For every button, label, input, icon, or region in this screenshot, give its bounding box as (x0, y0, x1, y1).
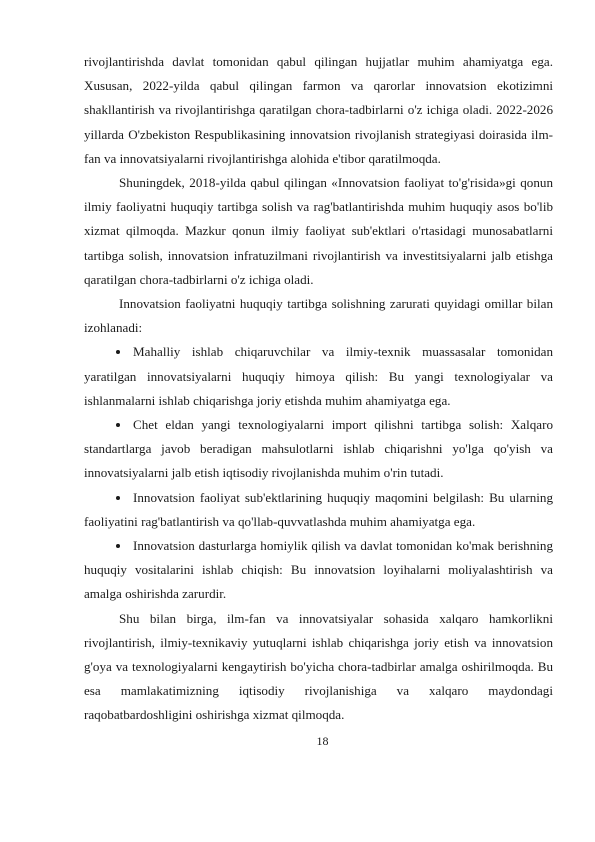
bullet-list-item (84, 534, 553, 607)
document-body (84, 50, 553, 728)
paragraph: Shu bilan birga, ilm-fan va innovatsiyalar sohasida xalqaro hamkorlikni rivojlantirish, ilmiy-texnikaviy yutuqlarni ishlab chiqarishga joriy etish va innovatsion g'oya va texnologiyalarni kengaytirish bo'yicha chora-tadbirlar amalga oshirilmoqda. Bu esa mamlakatimizning iqtisodiy rivojlanishiga va xalqaro maydondagi raqobatbardoshligini oshirishga xizmat qilmoqda. (84, 610, 553, 723)
bullet-icon (116, 496, 120, 500)
bullet-text: Chet eldan yangi texnologiyalarni import qilishni tartibga solish: Xalqaro standartlarga javob beradigan mahsulotlarni ishlab chiqarishni yo'lga qo'yish va innovatsiyalarni jalb etish iqtisodiy rivojlanishda muhim o'rin tutadi. (84, 417, 553, 481)
paragraph: Shuningdek, 2018-yilda qabul qilingan «Innovatsion faoliyat to'g'risida»gi qonun ilmiy faoliyatni huquqiy tartibga solish va rag'batlantirishda muhim huquqiy asos bo'lib xizmat qilmoqda. Mazkur qonun ilmiy faoliyat sub'ektlari o'rtasidagi munosabatlarni tartibga solish, innovatsion infratuzilmani rivojlantirish va investitsiyalarni jalb etishga qaratilgan chora-tadbirlarni o'z ichiga oladi. (84, 175, 553, 287)
bullet-text: Innovatsion faoliyat sub'ektlarining huquqiy maqomini belgilash: Bu ularning faoliyatini rag'batlantirish va qo'llab-quvvatlashda muhim ahamiyatga ega. (84, 489, 553, 529)
bullet-list-item (84, 486, 553, 534)
page-number: 18 (316, 734, 329, 748)
bullet-text: Innovatsion dasturlarga homiylik qilish va davlat tomonidan ko'mak berishning huquqiy vositalarini ishlab chiqish: Bu innovatsion loyihalarni moliyalashtirish va amalga oshirishda zarurdir. (84, 538, 553, 602)
bullet-icon (116, 423, 120, 427)
bullet-text: Mahalliy ishlab chiqaruvchilar va ilmiy-texnik muassasalar tomonidan yaratilgan innovatsiyalarni huquqiy himoya qilish: Bu yangi texnologiyalar va ishlanmalarni ishlab chiqarishga joriy etishda muhim ahamiyatga ega. (84, 344, 553, 408)
bullet-list-item (84, 413, 553, 486)
paragraph: Innovatsion faoliyatni huquqiy tartibga solishning zarurati quyidagi omillar bilan izohlanadi: (84, 296, 553, 336)
paragraph: rivojlantirishda davlat tomonidan qabul qilingan hujjatlar muhim ahamiyatga ega. Xususan, 2022-yilda qabul qilingan farmon va qarorlar innovatsion ekotizimni shakllantirish va rivojlantirishga qaratilgan chora-tadbirlarni o'z ichiga oladi. 2022-2026 yillarda O'zbekiston Respublikasining innovatsion rivojlanish strategiyasi doirasida ilm-fan va innovatsiyalarni rivojlantirishga alohida e'tibor qaratilmoqda. (84, 54, 553, 166)
bullet-list-item (84, 340, 553, 413)
bullet-icon (116, 544, 120, 548)
bullet-icon (116, 350, 120, 354)
